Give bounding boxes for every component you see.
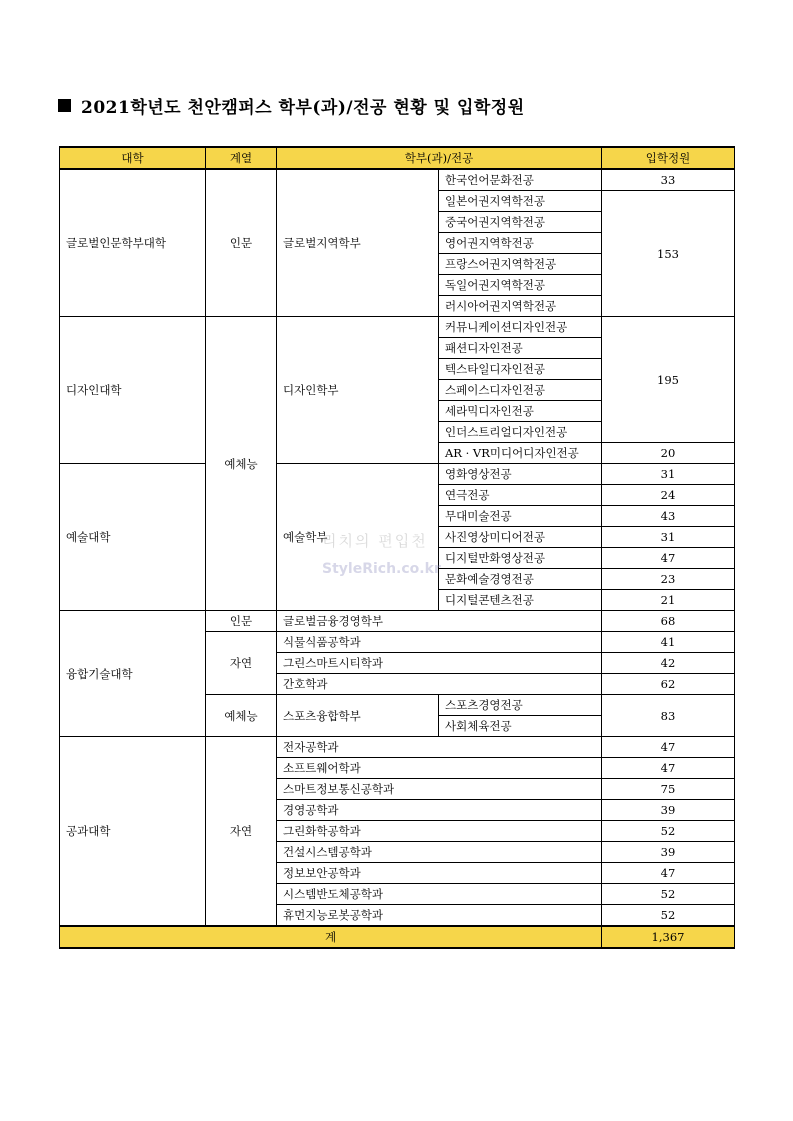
major-cell: 디지털만화영상전공: [439, 548, 602, 569]
department-cell: 전자공학과: [277, 737, 602, 758]
major-cell: 일본어권지역학전공: [439, 191, 602, 212]
department-cell: 그린스마트시티학과: [277, 653, 602, 674]
college-cell: 예술대학: [60, 464, 206, 611]
major-cell: 영어권지역학전공: [439, 233, 602, 254]
page-title-text: 2021학년도 천안캠퍼스 학부(과)/전공 현황 및 입학정원: [81, 98, 525, 118]
major-cell: 프랑스어권지역학전공: [439, 254, 602, 275]
header-college: 대학: [60, 147, 206, 169]
quota-cell: 41: [602, 632, 735, 653]
quota-cell: 23: [602, 569, 735, 590]
table-row: [60, 737, 735, 758]
quota-cell: 24: [602, 485, 735, 506]
quota-cell: 47: [602, 548, 735, 569]
total-value: 1,367: [602, 926, 735, 948]
department-cell: 디자인학부: [277, 317, 439, 464]
header-department: 학부(과)/전공: [277, 147, 602, 169]
major-cell: 중국어권지역학전공: [439, 212, 602, 233]
total-row: [60, 926, 735, 948]
major-cell: 문화예술경영전공: [439, 569, 602, 590]
track-cell: 인문: [206, 611, 277, 632]
department-cell: 스포츠융합학부: [277, 695, 439, 737]
page-title: [58, 93, 525, 118]
track-cell: 자연: [206, 632, 277, 695]
college-cell: 글로벌인문학부대학: [60, 169, 206, 317]
track-cell: 예체능: [206, 695, 277, 737]
quota-cell: 47: [602, 737, 735, 758]
department-cell: 소프트웨어학과: [277, 758, 602, 779]
major-cell: 디지털콘텐츠전공: [439, 590, 602, 611]
major-cell: 러시아어권지역학전공: [439, 296, 602, 317]
quota-cell: 68: [602, 611, 735, 632]
department-cell: 글로벌금융경영학부: [277, 611, 602, 632]
department-cell: 식물식품공학과: [277, 632, 602, 653]
track-cell: 자연: [206, 737, 277, 927]
major-cell: 영화영상전공: [439, 464, 602, 485]
admission-quota-table: [59, 146, 735, 949]
major-cell: 스포츠경영전공: [439, 695, 602, 716]
department-cell: 간호학과: [277, 674, 602, 695]
quota-cell: 33: [602, 169, 735, 191]
quota-cell: 43: [602, 506, 735, 527]
department-cell: 시스템반도체공학과: [277, 884, 602, 905]
major-cell: 인더스트리얼디자인전공: [439, 422, 602, 443]
major-cell: 텍스타일디자인전공: [439, 359, 602, 380]
quota-cell: 21: [602, 590, 735, 611]
table-row: [60, 464, 735, 485]
header-track: 계열: [206, 147, 277, 169]
total-label: 계: [60, 926, 602, 948]
major-cell: 연극전공: [439, 485, 602, 506]
major-cell: 스페이스디자인전공: [439, 380, 602, 401]
quota-cell: 153: [602, 191, 735, 317]
major-cell: 무대미술전공: [439, 506, 602, 527]
department-cell: 예술학부: [277, 464, 439, 611]
department-cell: 글로벌지역학부: [277, 169, 439, 317]
college-cell: 디자인대학: [60, 317, 206, 464]
major-cell: 독일어권지역학전공: [439, 275, 602, 296]
major-cell: 패션디자인전공: [439, 338, 602, 359]
quota-cell: 52: [602, 821, 735, 842]
quota-cell: 52: [602, 884, 735, 905]
quota-cell: 195: [602, 317, 735, 443]
college-cell: 공과대학: [60, 737, 206, 927]
department-cell: 휴먼지능로봇공학과: [277, 905, 602, 927]
department-cell: 경영공학과: [277, 800, 602, 821]
department-cell: 정보보안공학과: [277, 863, 602, 884]
department-cell: 스마트정보통신공학과: [277, 779, 602, 800]
table-header-row: [60, 147, 735, 169]
square-bullet-icon: [58, 99, 71, 112]
watermark-line1: 리치의 편입천: [322, 532, 428, 550]
quota-cell: 31: [602, 527, 735, 548]
major-cell: 커뮤니케이션디자인전공: [439, 317, 602, 338]
major-cell: AR · VR미디어디자인전공: [439, 443, 602, 464]
quota-cell: 39: [602, 842, 735, 863]
track-cell: 예체능: [206, 317, 277, 611]
watermark-line2: StyleRich.co.kr: [322, 561, 441, 577]
major-cell: 사진영상미디어전공: [439, 527, 602, 548]
header-quota: 입학정원: [602, 147, 735, 169]
quota-cell: 31: [602, 464, 735, 485]
table-row: [60, 169, 735, 191]
quota-cell: 52: [602, 905, 735, 927]
department-cell: 건설시스템공학과: [277, 842, 602, 863]
quota-cell: 83: [602, 695, 735, 737]
major-cell: 한국언어문화전공: [439, 169, 602, 191]
department-cell: 그린화학공학과: [277, 821, 602, 842]
quota-cell: 39: [602, 800, 735, 821]
table-row: [60, 611, 735, 632]
quota-cell: 75: [602, 779, 735, 800]
quota-cell: 47: [602, 758, 735, 779]
major-cell: 세라믹디자인전공: [439, 401, 602, 422]
quota-cell: 62: [602, 674, 735, 695]
college-cell: 융합기술대학: [60, 611, 206, 737]
quota-cell: 42: [602, 653, 735, 674]
table-row: [60, 317, 735, 338]
quota-cell: 20: [602, 443, 735, 464]
quota-cell: 47: [602, 863, 735, 884]
track-cell: 인문: [206, 169, 277, 317]
major-cell: 사회체육전공: [439, 716, 602, 737]
